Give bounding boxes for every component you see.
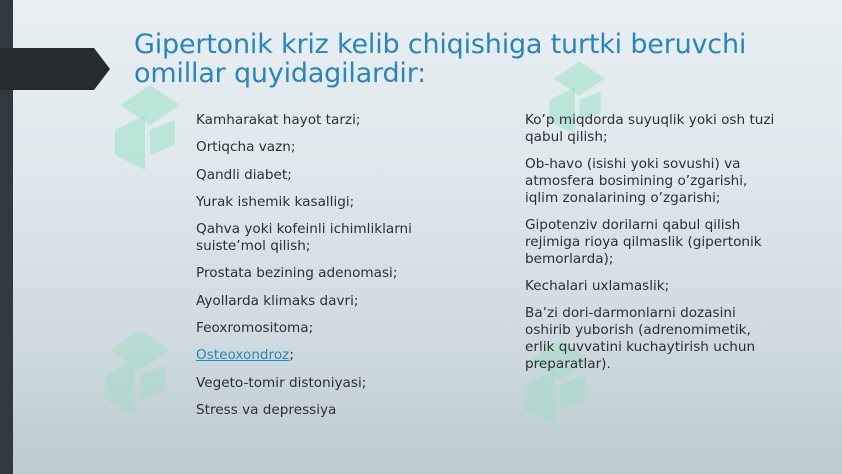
list-item: Stress va depressiya	[196, 401, 337, 418]
watermark-logo-icon	[110, 85, 180, 175]
list-item: Prostata bezining adenomasi;	[196, 265, 398, 282]
list-item: Kechalari uxlamaslik;	[525, 278, 670, 294]
watermark-logo-icon	[100, 330, 170, 420]
slide-title: Gipertonik kriz kelib chiqishiga turtki beruvchi omillar quyidagilardir:	[134, 29, 747, 89]
arrow-shape-icon	[0, 48, 110, 90]
list-item	[196, 347, 466, 364]
list-item: Ob-havo (isishi yoki sovushi) va atmosfera bosimining o’zgarishi, iqlim zonalarining o’zgarishi;	[525, 156, 748, 206]
list-item: Ortiqcha vazn;	[196, 139, 296, 156]
osteoxondroz-link[interactable]: Osteoxondroz	[196, 347, 290, 364]
list-item: Qandli diabet;	[196, 166, 292, 183]
list-item: Kamharakat hayot tarzi;	[196, 112, 361, 128]
right-factor-list	[525, 112, 780, 383]
list-item: Vegeto-tomir distoniyasi;	[196, 374, 367, 391]
left-factor-list	[196, 112, 466, 429]
list-item: Ayollarda klimaks davri;	[196, 292, 359, 309]
list-item: Feoxromositoma;	[196, 320, 314, 337]
list-item: Yurak ishemik kasalligi;	[196, 193, 355, 210]
list-item: Ba’zi dori-darmonlarni dozasini oshirib yuborish (adrenomimetik, erlik quvvatini kuchaytirish uchun preparatlar).	[525, 305, 756, 372]
list-item: Ko’p miqdorda suyuqlik yoki osh tuzi qabul qilish;	[525, 112, 775, 145]
list-item-suffix: ;	[289, 347, 294, 364]
list-item: Gipotenziv dorilarni qabul qilish rejimiga rioya qilmaslik (gipertonik bemorlarda);	[525, 217, 762, 267]
list-item: Qahva yoki kofeinli ichimliklarni suiste’mol qilish;	[196, 221, 412, 255]
